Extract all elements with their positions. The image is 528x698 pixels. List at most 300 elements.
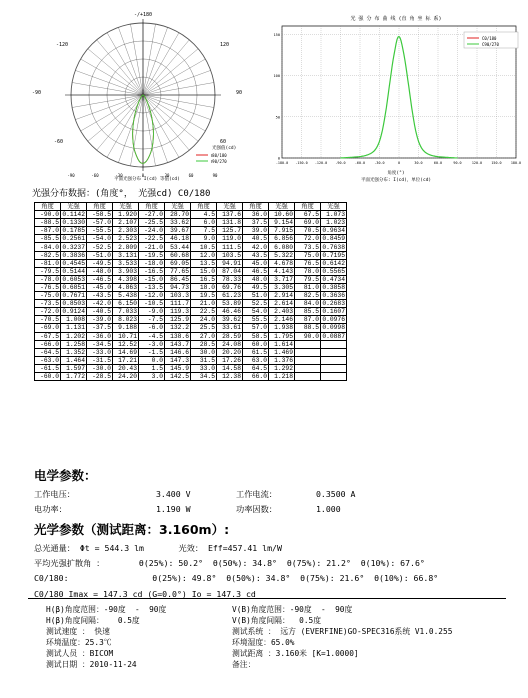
table-cell: -84.0 bbox=[35, 243, 61, 251]
table-cell: -66.0 bbox=[35, 340, 61, 348]
table-cell: -6.0 bbox=[139, 324, 165, 332]
table-cell: 1.469 bbox=[269, 348, 295, 356]
footer-divider bbox=[28, 598, 506, 599]
table-cell: 0.3237 bbox=[62, 243, 85, 251]
table-cell: 8.023 bbox=[113, 316, 139, 324]
table-row bbox=[35, 235, 347, 243]
cart-y-tick: 100 bbox=[273, 74, 280, 78]
table-cell: 2.303 bbox=[113, 227, 139, 235]
polar-grid bbox=[65, 19, 221, 171]
table-cell: -81.0 bbox=[35, 259, 61, 267]
table-cell: 60.68 bbox=[165, 251, 191, 259]
table-cell: 46.5 bbox=[243, 267, 269, 275]
table-cell: 48.0 bbox=[243, 275, 269, 283]
table-cell: 39.67 bbox=[165, 227, 191, 235]
table-cell: 119.3 bbox=[165, 308, 191, 316]
table-cell: 67.5 bbox=[295, 211, 321, 219]
table-cell: 19.5 bbox=[191, 292, 217, 300]
table-cell: 2.914 bbox=[269, 292, 295, 300]
table-cell: 10.71 bbox=[113, 332, 139, 340]
table-cell: 7.915 bbox=[269, 227, 295, 235]
table-cell: -21.0 bbox=[139, 243, 165, 251]
table-cell: 72.0 bbox=[295, 235, 321, 243]
table-cell: 87.0 bbox=[295, 316, 321, 324]
table-cell: 12.0 bbox=[191, 251, 217, 259]
table-cell: 46.46 bbox=[217, 308, 243, 316]
table-cell: 24.20 bbox=[113, 372, 139, 380]
table-cell: 5.438 bbox=[113, 292, 139, 300]
table-cell: 78.0 bbox=[295, 267, 321, 275]
table-cell: 1.202 bbox=[61, 332, 87, 340]
table-cell: 14.69 bbox=[113, 348, 139, 356]
table-cell: 12.52 bbox=[113, 340, 139, 348]
table-cell bbox=[295, 348, 321, 356]
table-cell: 6.080 bbox=[269, 243, 295, 251]
table-cell: 0.6851 bbox=[62, 283, 85, 291]
polar-legend bbox=[196, 144, 236, 164]
table-cell: -63.0 bbox=[35, 356, 61, 364]
table-cell: 0.0976 bbox=[322, 316, 345, 324]
table-cell: 7.033 bbox=[113, 308, 139, 316]
table-cell: 3.533 bbox=[113, 259, 139, 267]
table-cell: 22.5 bbox=[191, 308, 217, 316]
table-cell: -58.5 bbox=[87, 211, 113, 219]
table-cell: 2.614 bbox=[269, 300, 295, 308]
table-cell: 3.0 bbox=[139, 372, 165, 380]
table-cell: 82.5 bbox=[295, 292, 321, 300]
table-cell: 111.5 bbox=[217, 243, 243, 251]
table-cell: -61.5 bbox=[35, 364, 61, 372]
table-cell: 6.150 bbox=[113, 300, 139, 308]
table-row bbox=[35, 283, 347, 291]
table-cell: 33.0 bbox=[191, 364, 217, 372]
table-header-cell: 角度 bbox=[191, 203, 217, 211]
cart-y-tick: 50 bbox=[275, 115, 280, 120]
table-cell: 9.188 bbox=[113, 324, 139, 332]
table-cell: 0.3858 bbox=[322, 283, 345, 291]
table-cell: 103.5 bbox=[217, 251, 243, 259]
table-cell: 2.107 bbox=[113, 219, 139, 227]
table-cell: 125.7 bbox=[217, 227, 243, 235]
table-cell: -15.0 bbox=[139, 275, 165, 283]
table-cell: -75.0 bbox=[35, 292, 61, 300]
table-cell: 131.8 bbox=[217, 219, 243, 227]
cart-x-tick: 30.0 bbox=[414, 161, 423, 165]
polar-legend-item: Ⅰ90/270 bbox=[211, 159, 227, 164]
table-cell: 15.0 bbox=[191, 267, 217, 275]
table-cell: 78.33 bbox=[217, 275, 243, 283]
cart-x-tick: -30.0 bbox=[374, 161, 385, 165]
table-row bbox=[35, 292, 347, 300]
footer-temperature: 环境温度：25.3℃ bbox=[46, 638, 112, 647]
table-cell: -13.5 bbox=[139, 283, 165, 291]
footer-date: 测试日期 ：2010-11-24 bbox=[46, 660, 137, 669]
table-cell: 145.9 bbox=[165, 364, 191, 372]
table-cell: -1.5 bbox=[139, 348, 165, 356]
table-cell: -28.5 bbox=[87, 372, 113, 380]
cart-x-tick: -60.0 bbox=[354, 161, 366, 165]
cart-xlabel: 角度(°) bbox=[387, 171, 405, 176]
table-cell: 142.5 bbox=[165, 372, 191, 380]
table-row bbox=[35, 364, 347, 372]
table-header-cell: 角度 bbox=[87, 203, 113, 211]
table-cell: -49.5 bbox=[87, 259, 113, 267]
table-cell: 0.1142 bbox=[62, 211, 85, 219]
table-cell: -7.5 bbox=[139, 316, 165, 324]
optical-heading: 光学参数（测试距离：3.160m）: bbox=[34, 522, 230, 537]
cart-x-tick: 60.0 bbox=[433, 161, 443, 165]
table-header-cell: 角度 bbox=[35, 203, 61, 211]
table-cell: -40.5 bbox=[87, 308, 113, 316]
table-header-row bbox=[35, 203, 347, 211]
table-cell: 18.0 bbox=[191, 283, 217, 291]
cart-x-tick: -180.0 bbox=[275, 161, 289, 165]
footer-speed: 测试速度 ： 快速 bbox=[46, 627, 110, 636]
cart-x-tick: 0 bbox=[397, 161, 401, 165]
table-cell: 4.863 bbox=[113, 283, 139, 291]
table-cell: 0.8503 bbox=[62, 300, 85, 308]
table-cell bbox=[295, 372, 321, 380]
polar-side-label: 60 bbox=[220, 139, 227, 145]
power-label: 电功率： bbox=[34, 504, 67, 514]
table-cell: 5.322 bbox=[269, 251, 295, 259]
footer-distance: 测试距离 ：3.160米 [K=1.0000] bbox=[232, 649, 359, 658]
table-cell: 137.6 bbox=[217, 211, 243, 219]
polar-side-label: 120 bbox=[220, 42, 230, 48]
table-cell: -34.5 bbox=[87, 340, 113, 348]
table-cell: 0.8459 bbox=[322, 235, 345, 243]
table-cell: 1.597 bbox=[61, 364, 87, 372]
table-header-cell: 光强 bbox=[61, 203, 87, 211]
table-cell: 0.2561 bbox=[62, 235, 85, 243]
polar-side-label: -90 bbox=[32, 90, 42, 96]
table-cell: 0.6142 bbox=[322, 259, 345, 267]
cart-y-tick: 150 bbox=[273, 32, 280, 37]
table-cell: 119.0 bbox=[217, 235, 243, 243]
cart-x-tick: 90.0 bbox=[453, 161, 462, 165]
table-cell: -42.0 bbox=[87, 300, 113, 308]
footer-h-range: H(β)角度范围：-90度 - 90度 bbox=[46, 605, 167, 614]
table-cell: -22.5 bbox=[139, 235, 165, 243]
footer-system: 测试系统 ： 远方 (EVERFINE)GO-SPEC316系统 V1.0.255 bbox=[232, 627, 453, 636]
table-cell: 0.7195 bbox=[322, 251, 345, 259]
table-cell: 3.903 bbox=[113, 267, 139, 275]
table-cell: 13.5 bbox=[191, 259, 217, 267]
cart-title: 光 强 分 布 曲 线 (直 角 坐 标 系) bbox=[350, 16, 442, 22]
table-cell: 1.464 bbox=[61, 356, 87, 364]
table-cell: 2.523 bbox=[113, 235, 139, 243]
table-cell: 21.0 bbox=[191, 300, 217, 308]
table-cell: 55.5 bbox=[243, 316, 269, 324]
table-cell: -82.5 bbox=[35, 251, 61, 259]
table-cell: 85.5 bbox=[295, 308, 321, 316]
table-cell: -12.0 bbox=[139, 292, 165, 300]
table-cell: 2.403 bbox=[269, 308, 295, 316]
table-cell: 17.21 bbox=[113, 356, 139, 364]
current-label: 工作电流： bbox=[236, 489, 277, 499]
table-cell: 54.0 bbox=[243, 308, 269, 316]
intensity-table bbox=[34, 202, 347, 381]
polar-tick-label: 60 bbox=[188, 173, 194, 178]
table-cell: 7.5 bbox=[191, 227, 217, 235]
cart-x-tick: 120.0 bbox=[471, 161, 483, 165]
pf-value: 1.000 bbox=[316, 504, 341, 514]
table-cell: 49.5 bbox=[243, 283, 269, 291]
table-cell: -27.0 bbox=[139, 211, 165, 219]
table-cell: 94.91 bbox=[217, 259, 243, 267]
table-cell: -88.5 bbox=[35, 219, 61, 227]
table-cell: 76.5 bbox=[295, 259, 321, 267]
table-cell: 138.6 bbox=[165, 332, 191, 340]
table-cell: 146.6 bbox=[165, 348, 191, 356]
table-cell bbox=[321, 364, 347, 372]
table-cell: 75.0 bbox=[295, 251, 321, 259]
footer-v-range: V(B)角度范围：-90度 - 90度 bbox=[232, 605, 353, 614]
table-cell: 90.0 bbox=[295, 332, 321, 340]
table-cell bbox=[321, 348, 347, 356]
table-cell: 3.305 bbox=[269, 283, 295, 291]
polar-side-label: -120 bbox=[56, 42, 69, 48]
table-cell: -90.0 bbox=[35, 211, 61, 219]
table-row bbox=[35, 308, 347, 316]
table-cell: 1.292 bbox=[269, 364, 295, 372]
table-cell: 30.0 bbox=[191, 348, 217, 356]
table-cell: 4.678 bbox=[269, 259, 295, 267]
table-cell: 1.131 bbox=[61, 324, 87, 332]
table-row bbox=[35, 259, 347, 267]
table-cell: 0.5144 bbox=[62, 267, 85, 275]
table-cell: -36.0 bbox=[87, 332, 113, 340]
table-cell bbox=[321, 372, 347, 380]
table-cell: 25.5 bbox=[191, 324, 217, 332]
current-value: 0.3500 A bbox=[316, 489, 356, 499]
table-cell: 2.146 bbox=[269, 316, 295, 324]
table-cell: 53.89 bbox=[217, 300, 243, 308]
voltage-label: 工作电压： bbox=[34, 489, 75, 499]
table-cell: 147.3 bbox=[165, 356, 191, 364]
table-row bbox=[35, 251, 347, 259]
table-cell: -39.0 bbox=[87, 316, 113, 324]
table-cell: -76.5 bbox=[35, 283, 61, 291]
table-cell: 42.0 bbox=[243, 243, 269, 251]
table-cell: -3.0 bbox=[139, 340, 165, 348]
table-cell bbox=[295, 356, 321, 364]
table-cell: 125.9 bbox=[165, 316, 191, 324]
cart-legend bbox=[464, 32, 518, 48]
table-cell: 0.1330 bbox=[62, 219, 85, 227]
pf-label: 功率因数： bbox=[236, 504, 277, 514]
table-header-cell: 光强 bbox=[321, 203, 347, 211]
table-cell: 69.76 bbox=[217, 283, 243, 291]
table-header-cell: 光强 bbox=[269, 203, 295, 211]
table-cell: 6.856 bbox=[269, 235, 295, 243]
table-header-cell: 光强 bbox=[113, 203, 139, 211]
table-cell: 4.143 bbox=[269, 267, 295, 275]
polar-legend-item: Ⅰ80/180 bbox=[211, 153, 227, 158]
table-cell: 39.62 bbox=[217, 316, 243, 324]
table-cell: -54.0 bbox=[87, 235, 113, 243]
optical-line-imax: C0/180 Imax = 147.3 cd (G=0.0°) Io = 147.3 cd bbox=[34, 589, 256, 599]
table-cell: -69.0 bbox=[35, 324, 61, 332]
table-cell: 0.4734 bbox=[322, 275, 345, 283]
polar-tick-label: -90 bbox=[67, 173, 75, 178]
table-cell: -10.5 bbox=[139, 300, 165, 308]
table-cell: -31.5 bbox=[87, 356, 113, 364]
table-header-cell: 角度 bbox=[243, 203, 269, 211]
table-cell: -18.0 bbox=[139, 259, 165, 267]
table-cell: 77.65 bbox=[165, 267, 191, 275]
table-cell: 86.45 bbox=[165, 275, 191, 283]
table-cell: 1.772 bbox=[61, 372, 87, 380]
table-cell: 1.938 bbox=[269, 324, 295, 332]
table-cell: -72.0 bbox=[35, 308, 61, 316]
optical-line-flux: 总光通量： Φt = 544.3 lm 光效： Eff=457.41 lm/W bbox=[34, 543, 282, 553]
polar-tick-label: -30 bbox=[115, 173, 123, 178]
table-row bbox=[35, 316, 347, 324]
table-cell: 0.9634 bbox=[322, 227, 345, 235]
table-cell: 61.5 bbox=[243, 348, 269, 356]
table-cell: -85.5 bbox=[35, 235, 61, 243]
table-cell: 28.5 bbox=[191, 340, 217, 348]
table-cell: 2.809 bbox=[113, 243, 139, 251]
table-row bbox=[35, 227, 347, 235]
table-cell: 103.3 bbox=[165, 292, 191, 300]
table-row bbox=[35, 372, 347, 380]
table-cell: 4.5 bbox=[191, 211, 217, 219]
table-row bbox=[35, 332, 347, 340]
table-cell: -25.5 bbox=[139, 219, 165, 227]
table-cell: 52.5 bbox=[243, 300, 269, 308]
table-cell: -24.0 bbox=[139, 227, 165, 235]
table-cell: -33.0 bbox=[87, 348, 113, 356]
table-cell: -57.0 bbox=[87, 219, 113, 227]
table-cell: -55.5 bbox=[87, 227, 113, 235]
table-cell: -45.0 bbox=[87, 283, 113, 291]
table-row bbox=[35, 219, 347, 227]
table-cell: 61.23 bbox=[217, 292, 243, 300]
table-cell: 66.0 bbox=[243, 372, 269, 380]
polar-tick-label: 0 bbox=[141, 173, 145, 178]
table-cell: 17.26 bbox=[217, 356, 243, 364]
table-cell: 3.131 bbox=[113, 251, 139, 259]
cart-x-tick: -120.0 bbox=[314, 161, 328, 165]
table-cell: 9.0 bbox=[191, 235, 217, 243]
table-cell: 0.7638 bbox=[322, 243, 345, 251]
polar-tick-label: -60 bbox=[91, 173, 99, 178]
table-cell: 37.5 bbox=[243, 219, 269, 227]
table-header-cell: 角度 bbox=[295, 203, 321, 211]
cart-x-tick: -150.0 bbox=[295, 161, 308, 165]
cart-legend-item: C90/270 bbox=[482, 42, 499, 47]
table-cell: 12.38 bbox=[217, 372, 243, 380]
table-cell: -4.5 bbox=[139, 332, 165, 340]
table-cell: 16.5 bbox=[191, 275, 217, 283]
table-cell: 1.218 bbox=[269, 372, 295, 380]
table-row bbox=[35, 267, 347, 275]
table-cell: -64.5 bbox=[35, 348, 61, 356]
table-cell: -48.0 bbox=[87, 267, 113, 275]
table-cell: -30.0 bbox=[87, 364, 113, 372]
table-cell: 0.6053 bbox=[62, 275, 85, 283]
table-cell: 3.717 bbox=[269, 275, 295, 283]
table-cell: 53.44 bbox=[165, 243, 191, 251]
table-cell: -19.5 bbox=[139, 251, 165, 259]
table-cell: 0.3836 bbox=[62, 251, 85, 259]
table-cell: 60.0 bbox=[243, 340, 269, 348]
table-cell: -16.5 bbox=[139, 267, 165, 275]
table-cell: 0.2683 bbox=[322, 300, 345, 308]
table-cell bbox=[321, 340, 347, 348]
table-cell: -70.5 bbox=[35, 316, 61, 324]
table-cell: 143.7 bbox=[165, 340, 191, 348]
table-cell: -51.0 bbox=[87, 251, 113, 259]
table-cell: 39.0 bbox=[243, 227, 269, 235]
table-cell: 51.0 bbox=[243, 292, 269, 300]
cartesian-chart bbox=[268, 8, 524, 186]
table-cell: 40.5 bbox=[243, 235, 269, 243]
table-cell: 33.61 bbox=[217, 324, 243, 332]
table-cell: 87.04 bbox=[217, 267, 243, 275]
table-cell: 1.023 bbox=[321, 219, 347, 227]
cart-caption: 平面光强分布: I(cd)，单位(cd) bbox=[360, 178, 432, 183]
table-cell bbox=[321, 356, 347, 364]
table-cell: 10.60 bbox=[269, 211, 295, 219]
cart-x-tick: 180.0 bbox=[510, 161, 522, 165]
cart-legend-item: C0/180 bbox=[482, 36, 497, 41]
table-cell bbox=[295, 340, 321, 348]
cart-x-tick: -90.0 bbox=[335, 161, 346, 165]
distribution-title: 光强分布数据：(角度°， 光强cd) C0/180 bbox=[32, 189, 211, 199]
table-cell: 0.1607 bbox=[322, 308, 345, 316]
footer-left bbox=[46, 604, 166, 670]
table-cell: 0.9124 bbox=[62, 308, 85, 316]
table-cell: 1.376 bbox=[269, 356, 295, 364]
table-cell: 4.398 bbox=[113, 275, 139, 283]
table-row bbox=[35, 275, 347, 283]
table-row bbox=[35, 348, 347, 356]
table-row bbox=[35, 300, 347, 308]
electrical-heading: 电学参数： bbox=[34, 468, 97, 483]
table-cell: 14.58 bbox=[217, 364, 243, 372]
table-cell: 1.258 bbox=[61, 340, 87, 348]
footer-h-step: H(β)角度间隔： 0.5度 bbox=[46, 616, 140, 625]
table-cell: -87.0 bbox=[35, 227, 61, 235]
table-cell: 58.5 bbox=[243, 332, 269, 340]
table-cell: 1.352 bbox=[61, 348, 87, 356]
polar-legend-title: 光强值(cd) bbox=[212, 146, 237, 151]
table-cell: 88.5 bbox=[295, 324, 321, 332]
table-cell: -73.5 bbox=[35, 300, 61, 308]
polar-caption: 平面光强分布 I(cd) 等值(cd) bbox=[114, 177, 180, 182]
table-cell: -78.0 bbox=[35, 275, 61, 283]
table-cell: 1.073 bbox=[321, 211, 347, 219]
table-row bbox=[35, 356, 347, 364]
table-cell: -52.5 bbox=[87, 243, 113, 251]
table-cell: 79.5 bbox=[295, 275, 321, 283]
table-cell: 1.920 bbox=[113, 211, 139, 219]
cart-x-tick: 150.0 bbox=[491, 161, 502, 165]
table-cell: 1.5 bbox=[139, 364, 165, 372]
table-cell: 69.05 bbox=[165, 259, 191, 267]
table-header-cell: 光强 bbox=[165, 203, 191, 211]
table-cell: 69.0 bbox=[295, 219, 321, 227]
footer-operator: 测试人员 ：BICOM bbox=[46, 649, 114, 658]
table-cell: 28.70 bbox=[165, 211, 191, 219]
table-cell: -79.5 bbox=[35, 267, 61, 275]
table-cell: -67.5 bbox=[35, 332, 61, 340]
table-cell: 46.18 bbox=[165, 235, 191, 243]
table-cell: 6.0 bbox=[191, 219, 217, 227]
